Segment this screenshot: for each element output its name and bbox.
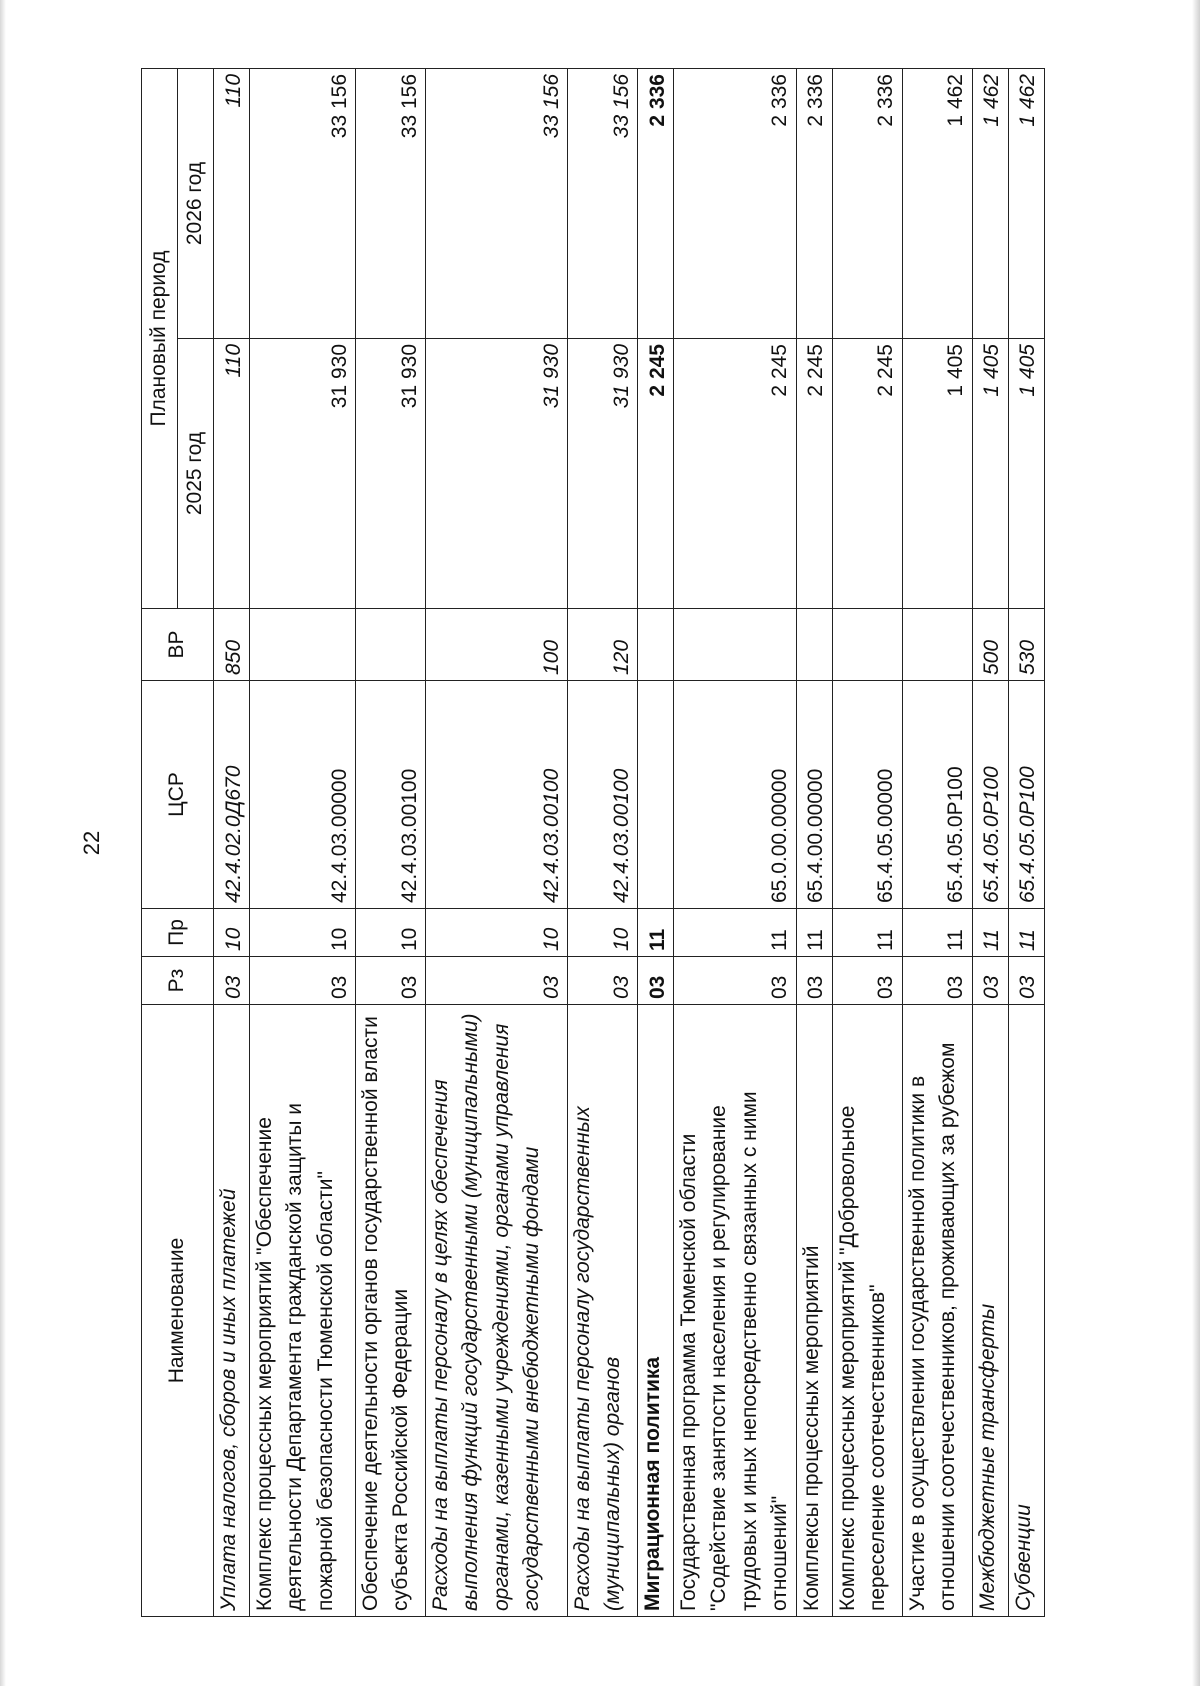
cell-2026: 1 462 xyxy=(1008,69,1044,339)
cell-vr: 850 xyxy=(214,609,250,681)
cell-csr: 65.4.05.00000 xyxy=(832,681,902,909)
cell-rz: 03 xyxy=(214,957,250,1005)
cell-csr: 65.0.00.00000 xyxy=(674,681,797,909)
cell-vr xyxy=(356,609,426,681)
cell-csr: 42.4.02.0Д670 xyxy=(214,681,250,909)
table-row xyxy=(972,69,1008,1617)
table-row xyxy=(568,69,638,1617)
cell-name: Субвенции xyxy=(1008,1005,1044,1617)
cell-pr: 11 xyxy=(796,909,832,957)
table-row xyxy=(356,69,426,1617)
table-row xyxy=(250,69,356,1617)
cell-2026: 1 462 xyxy=(972,69,1008,339)
header-csr: ЦСР xyxy=(142,681,214,909)
cell-2025: 31 930 xyxy=(568,339,638,609)
cell-pr: 11 xyxy=(1008,909,1044,957)
cell-name: Комплексы процессных мероприятий xyxy=(796,1005,832,1617)
cell-pr: 11 xyxy=(674,909,797,957)
cell-vr xyxy=(250,609,356,681)
cell-2026: 1 462 xyxy=(902,69,972,339)
cell-pr: 10 xyxy=(356,909,426,957)
cell-csr: 42.4.03.00000 xyxy=(250,681,356,909)
cell-csr: 65.4.05.0Р100 xyxy=(972,681,1008,909)
cell-rz: 03 xyxy=(972,957,1008,1005)
table-row xyxy=(902,69,972,1617)
header-name: Наименование xyxy=(142,1005,214,1617)
header-pr: Пр xyxy=(142,909,214,957)
cell-name: Государственная программа Тюменской области "Содействие занятости населения и регулирование трудовых и иных непосредственно связанных с ними отношений" xyxy=(674,1005,797,1617)
cell-2026: 2 336 xyxy=(674,69,797,339)
cell-vr: 100 xyxy=(426,609,568,681)
cell-rz: 03 xyxy=(638,957,674,1005)
cell-2025: 31 930 xyxy=(426,339,568,609)
table-row xyxy=(832,69,902,1617)
cell-vr: 500 xyxy=(972,609,1008,681)
cell-csr: 42.4.03.00100 xyxy=(356,681,426,909)
table-row xyxy=(1008,69,1044,1617)
cell-rz: 03 xyxy=(902,957,972,1005)
table-body xyxy=(214,69,1045,1617)
cell-csr: 65.4.00.00000 xyxy=(796,681,832,909)
cell-2026: 2 336 xyxy=(832,69,902,339)
cell-csr: 42.4.03.00100 xyxy=(568,681,638,909)
cell-rz: 03 xyxy=(250,957,356,1005)
page-number: 22 xyxy=(79,830,104,856)
cell-name: Расходы на выплаты персоналу государственных (муниципальных) органов xyxy=(568,1005,638,1617)
cell-name: Участие в осуществлении государственной политики в отношении соотечественников, проживающих за рубежом xyxy=(902,1005,972,1617)
table-header xyxy=(142,69,214,1617)
cell-rz: 03 xyxy=(356,957,426,1005)
cell-vr xyxy=(832,609,902,681)
header-year-2025: 2025 год xyxy=(178,339,214,609)
cell-rz: 03 xyxy=(568,957,638,1005)
table-row xyxy=(214,69,250,1617)
header-vr: ВР xyxy=(142,609,214,681)
cell-2025: 2 245 xyxy=(638,339,674,609)
header-year-2026: 2026 год xyxy=(178,69,214,339)
cell-csr: 65.4.05.0Р100 xyxy=(902,681,972,909)
cell-rz: 03 xyxy=(426,957,568,1005)
budget-table xyxy=(141,68,1045,1617)
header-rz: Рз xyxy=(142,957,214,1005)
cell-vr: 530 xyxy=(1008,609,1044,681)
cell-rz: 03 xyxy=(832,957,902,1005)
table-row xyxy=(426,69,568,1617)
cell-2026: 2 336 xyxy=(638,69,674,339)
table-row xyxy=(638,69,674,1617)
cell-2026: 33 156 xyxy=(356,69,426,339)
cell-2025: 2 245 xyxy=(674,339,797,609)
table-row xyxy=(796,69,832,1617)
table-row xyxy=(674,69,797,1617)
cell-2025: 110 xyxy=(214,339,250,609)
cell-csr xyxy=(638,681,674,909)
cell-2025: 31 930 xyxy=(356,339,426,609)
cell-rz: 03 xyxy=(1008,957,1044,1005)
cell-2026: 33 156 xyxy=(426,69,568,339)
cell-name: Миграционная политика xyxy=(638,1005,674,1617)
cell-rz: 03 xyxy=(674,957,797,1005)
header-planned-period: Плановый период xyxy=(142,69,178,609)
cell-pr: 11 xyxy=(902,909,972,957)
cell-pr: 11 xyxy=(972,909,1008,957)
cell-pr: 10 xyxy=(214,909,250,957)
cell-vr xyxy=(902,609,972,681)
cell-name: Уплата налогов, сборов и иных платежей xyxy=(214,1005,250,1617)
rotated-page-content xyxy=(141,69,1040,1617)
cell-2026: 33 156 xyxy=(568,69,638,339)
cell-2025: 31 930 xyxy=(250,339,356,609)
cell-name: Межбюджетные трансферты xyxy=(972,1005,1008,1617)
cell-pr: 10 xyxy=(426,909,568,957)
cell-csr: 42.4.03.00100 xyxy=(426,681,568,909)
scan-edge-left xyxy=(0,0,6,1686)
cell-pr: 10 xyxy=(568,909,638,957)
cell-name: Расходы на выплаты персоналу в целях обеспечения выполнения функций государственными (муниципальными) органами, казенными учреждениями, органами управления государственными внебюджетными фондами xyxy=(426,1005,568,1617)
cell-vr: 120 xyxy=(568,609,638,681)
cell-vr xyxy=(638,609,674,681)
cell-name: Обеспечение деятельности органов государственной власти субъекта Российской Федерации xyxy=(356,1005,426,1617)
cell-2025: 2 245 xyxy=(832,339,902,609)
cell-vr xyxy=(674,609,797,681)
cell-2026: 33 156 xyxy=(250,69,356,339)
cell-csr: 65.4.05.0Р100 xyxy=(1008,681,1044,909)
cell-name: Комплекс процессных мероприятий "Обеспечение деятельности Департамента гражданской защиты и пожарной безопасности Тюменской области" xyxy=(250,1005,356,1617)
cell-2025: 1 405 xyxy=(1008,339,1044,609)
cell-pr: 10 xyxy=(250,909,356,957)
cell-name: Комплекс процессных мероприятий "Добровольное переселение соотечественников" xyxy=(832,1005,902,1617)
cell-pr: 11 xyxy=(638,909,674,957)
cell-2026: 110 xyxy=(214,69,250,339)
cell-vr xyxy=(796,609,832,681)
cell-2026: 2 336 xyxy=(796,69,832,339)
cell-2025: 1 405 xyxy=(972,339,1008,609)
cell-2025: 1 405 xyxy=(902,339,972,609)
scan-edge-right xyxy=(1192,0,1200,1686)
cell-rz: 03 xyxy=(796,957,832,1005)
cell-pr: 11 xyxy=(832,909,902,957)
cell-2025: 2 245 xyxy=(796,339,832,609)
